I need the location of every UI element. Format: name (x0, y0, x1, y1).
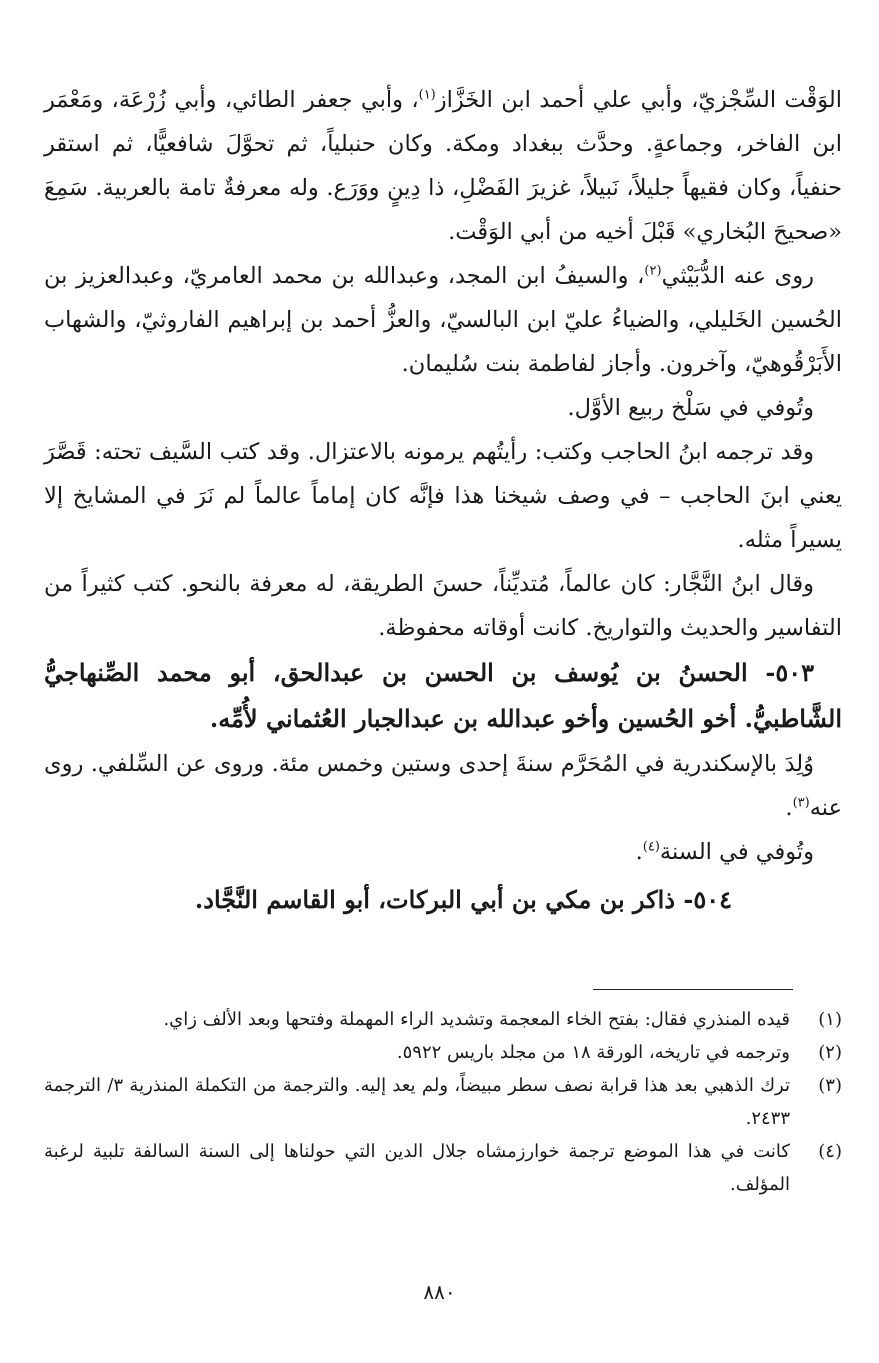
footnote-text: وترجمه في تاريخه، الورقة ١٨ من مجلد باريس ٥٩٢٢. (396, 1042, 790, 1063)
paragraph-4: وقد ترجمه ابنُ الحاجب وكتب: رأيتُهم يرمونه بالاعتزال. وقد كتب السَّيف تحته: قَصَّرَ يعني ابنَ الحاجب – في وصف شيخنا هذا فإنَّه كان إماماً عالماً لم نَرَ في المشايخ إلا يسيراً مثله. (44, 439, 842, 553)
footnote-number: (٤) (818, 1141, 842, 1162)
paragraph-text-continued: . (635, 839, 643, 865)
paragraph-text-continued: ، والسيفُ ابن المجد، وعبدالله بن محمد العامريّ، وعبدالعزيز بن الحُسين الخَليلي، والضياءُ عليّ ابن البالسيّ، والعزُّ أحمد بن إبراهيم الفاروثيّ، والشهاب الأَبَرْقُوهيّ، وآخرون. وأجاز لفاطمة بنت سُليمان. (44, 263, 842, 377)
entry-heading-504: ٥٠٤- ذاكر بن مكي بن أبي البركات، أبو القاسم النَّجَّاد. (194, 885, 732, 914)
footnote-ref-4[interactable]: (٤) (642, 839, 660, 855)
paragraph-text: روى عنه الدُّبَيْثي (661, 263, 815, 289)
footnote-text: كانت في هذا الموضع ترجمة خوارزمشاه جلال الدين التي حولناها إلى السنة السالفة تلبية لرغبة المؤلف. (44, 1141, 790, 1195)
footnote-number: (١) (818, 1009, 842, 1030)
footnote-divider (593, 989, 793, 990)
paragraph-3: وتُوفي في سَلْخ ربيع الأوَّل. (567, 395, 814, 421)
paragraph-text: وتُوفي في السنة (659, 839, 814, 865)
footnote-text: ترك الذهبي بعد هذا قرابة نصف سطر مبيضاً، ولم يعد إليه. والترجمة من التكملة المنذرية ٣/ الترجمة ٢٤٣٣. (44, 1075, 790, 1129)
paragraph-text: الوَقْت السِّجْزيّ، وأبي علي أحمد ابن الخَزَّاز (435, 87, 842, 113)
entry-heading-503: ٥٠٣- الحسنُ بن يُوسف بن الحسن بن عبدالحق، أبو محمد الصِّنهاجيُّ الشَّاطبيُّ. أخو الحُسين وأخو عبدالله بن عبدالجبار العُثماني لأُمِّه. (44, 658, 842, 733)
paragraph-text-continued: . (785, 795, 793, 821)
footnote-text: قيده المنذري فقال: بفتح الخاء المعجمة وتشديد الراء المهملة وفتحها وبعد الألف زاي. (163, 1009, 790, 1030)
footnote-3 (44, 1069, 842, 1135)
footnote-4 (44, 1135, 842, 1201)
paragraph-7 (44, 830, 842, 874)
footnote-1 (44, 1003, 842, 1036)
footnote-number: (٣) (818, 1075, 842, 1096)
paragraph-text-continued: ، وأبي جعفر الطائي، وأبي زُرْعَة، ومَعْمَر ابن الفاخر، وجماعةٍ. وحدَّث ببغداد ومكة. وكان حنبلياً، ثم تحوَّلَ شافعيًّا، ثم استقر حنفياً، وكان فقيهاً جليلاً، نَبيلاً، غزيرَ الفَضْلِ، ذا دِينٍ ووَرَع. وله معرفةٌ تامة بالعربية. سَمِعَ «صحيحَ البُخاري» قَبْلَ أخيه من أبي الوَقْت. (44, 87, 842, 245)
footnote-2 (44, 1036, 842, 1069)
footnote-ref-1[interactable]: (١) (418, 87, 436, 103)
footnote-ref-3[interactable]: (٣) (792, 795, 810, 811)
footnotes (44, 1003, 842, 1201)
paragraph-2 (44, 254, 842, 386)
page-number: ٨٨٠ (423, 1280, 456, 1304)
paragraph-1 (44, 78, 842, 254)
paragraph-6 (44, 742, 842, 830)
paragraph-5: وقال ابنُ النَّجَّار: كان عالماً، مُتديِّناً، حسنَ الطريقة، له معرفة بالنحو. كتب كثيراً من التفاسير والحديث والتواريخ. كانت أوقاته محفوظة. (44, 571, 842, 641)
footnote-number: (٢) (818, 1042, 842, 1063)
paragraph-text: وُلِدَ بالإسكندرية في المُحَرَّم سنةَ إحدى وستين وخمس مئة. وروى عن السِّلفي. روى عنه (44, 751, 842, 821)
footnote-ref-2[interactable]: (٢) (644, 263, 662, 279)
main-text (44, 78, 842, 926)
